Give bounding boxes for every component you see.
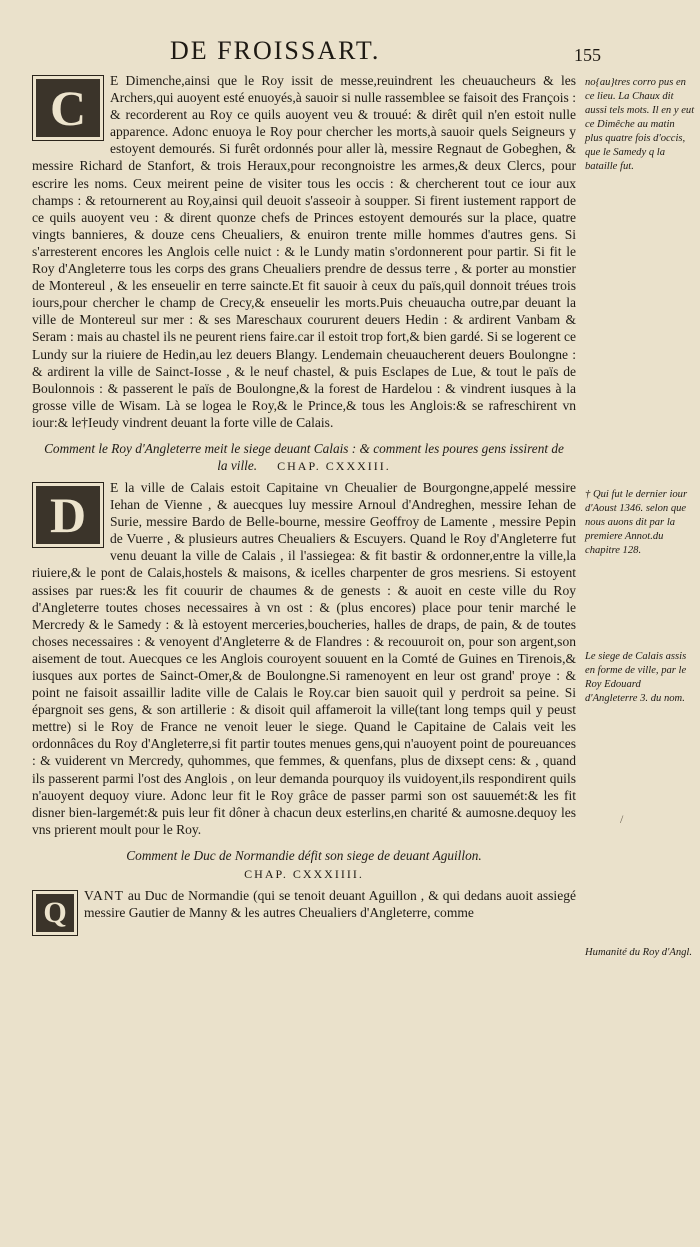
stray-mark: /	[620, 812, 624, 826]
marginal-note-3: Le siege de Calais assis en forme de ville, par le Roy Edouard d'Angleterre 3. du nom.	[585, 651, 687, 704]
page-number: 155	[574, 45, 601, 65]
marginal-note-2: † Qui fut le dernier iour d'Aoust 1346. selon que nous auons dit par la premiere Annot.du chapitre 128.	[585, 489, 688, 556]
marginal-note-4: Humanité du Roy d'Angl.	[585, 947, 693, 958]
marginal-note-1: no{au}tres corro pus en ce lieu. La Chaux dit aussi tels mots. Il en y eut ce Dimêche au matin plus quatre fois d'occis, que le Samedy q la bataille fut.	[585, 77, 695, 172]
chapter-134-title: Comment le Duc de Normandie défit son siege de deuant Aguillon.	[126, 847, 482, 863]
chapter-133-number: CHAP. CXXXIII.	[277, 458, 391, 473]
chapter-133-title	[40, 440, 568, 475]
running-head: DE FROISSART.	[170, 36, 381, 65]
paragraph-2	[32, 479, 576, 838]
dropcap-c-icon: C	[32, 75, 104, 141]
chapter-134-number: CHAP. CXXXIIII.	[244, 866, 364, 881]
dropcap-q-icon: Q	[32, 890, 78, 936]
paragraph-1	[32, 72, 576, 431]
main-text-column	[32, 72, 576, 936]
paragraph-1-text: E Dimenche,ainsi que le Roy issit de messe,reuindrent les cheuaucheurs & les Archers,qui auoyent esté enuoyés,à sauoir si nulle rassemblee se faisoit des François : & recorderent au Roy ce quils auoyent veu & trouué: & dirêt quil n'en estoit nulle apparence. Adonc enuoya le Roy pour chercher les morts,à sauoir quels Seigneurs y estoyent demourés. Si furêt ordonnés pour aller là, messire Regnaut de Gobeghen, & messire Richard de Stanfort, & trois Heraux,pour recongnoistre les armes,& deux Clercs, pour escrire les noms. Ceux meirent peine de visiter tous les occis : & chercherent tout ce iour aux champs : & retournerent au Roy,ainsi quil deuoit s'asseoir à soupper. Si firent iustement rapport de ce quils auoyent veu : & dirent quonze chefs de Princes estoyent demourés sur la place, quatre vingts bannieres, & douze cens Cheualiers, & enuiron trente mille hommes d'autres gens. Si s'arresterent encores les Anglois celle nuict : & le Lundy matin s'ordonnerent pour partir. Si fit le Roy d'Angleterre tous les corps des grans Cheualiers prendre de dessus terre , & porter au monstier de Montereul , & les enseuelir en terre saincte.Et fit sauoir à ceux du païs,quil donnoit tréues trois iours,pour chercher le champ de Crecy,& enseuelir les morts.Puis cheuaucha outre,par deuant la ville de Montereul sur mer : & ses Mareschaux coururent deuers Hedin : & ardirent Vanbam & Seram : mais au chastel ils ne peurent riens faire.car il estoit trop fort,& bien gardé. Si se logerent ce Lundy sur la riuiere de Hedin,au lez deuers Blangy. Lendemain cheuaucherent deuers Boulongne : & ardirent la ville de Sainct-Iosse , & le neuf chastel, & puis Esclapes de Lue, & tout le païs de Boulonnois : & passerent le païs de Boulongne,& la forest de Hardelou : & vindrent iusques à la grosse ville de Wisam. Là se logea le Roy,& le Prince,& tous les Anglois:& se rafreschirent vn iour:& le†Ieudy vindrent deuant la forte ville de Calais.	[32, 73, 576, 430]
paragraph-3-text: au Duc de Normandie (qui se tenoit deuant Aguillon , & qui dedans auoit assiegé messire Gautier de Manny & les autres Cheualiers d'Angleterre, comme	[84, 888, 576, 921]
paragraph-3	[32, 887, 576, 930]
paragraph-2-text: E la ville de Calais estoit Capitaine vn Cheualier de Bourgongne,appelé messire Iehan de Vienne , & auecques luy messire Arnoul d'Andreghen, messire Iehan de Surie, messire Bardo de Belle-bourne, messire Geoffroy de Lamente , messire Pepin de Vuerre , & plusieurs autres Cheualiers & Escuyers. Quand le Roy d'Angleterre fut venu deuant la ville de Calais , il l'assiegea: & fit bastir & ordonner,entre la ville,la riuiere,& le pont de Calais,hostels & maisons, & icelles charpenter de gros mesriens. Si estoyent assises par rues:& les fit couurir de chaumes & de genests : & auoit en ceste ville du Roy d'Angleterre toutes choses necessaires à vn ost : & (plus encores) place pour tenir marché le Mercredy & le Samedy : & là estoyent merceries,boucheries, halles de draps, de pain, & de toutes choses necessaires : & venoyent d'Angleterre & de Flandres : & recouuroit on, pour son argent,son aisement de tout. Auecques ce les Anglois couroyent souuent en la Comté de Guines en Tirenois,& iusques aux portes de Sainct-Omer,& de Boulongne.Si ramenoyent en leur ost grand' proye : & point ne faisoit assaillir ladite ville de Calais le Roy.car bien sauoit quil y perdroit sa peine. Si épargnoit ses gens, & son artillerie : & disoit quil affameroit la ville(tant long temps quil y peust mettre) si le Roy de France ne venoit leuer le siege. Quand le Capitaine de Calais veit les ordonnâces du Roy d'Angleterre,si fit partir toutes menues gens,qui n'auoyent point de poureuances : & vuiderent vn Mercredy, quhommes, que femmes, & quenfans, plus de dixsept cens: & , quand ils passerent parmi l'ost des Anglois , on leur demanda pourquoy ils vuidoyent,ils respondirent quils n'auoyent dequoy viure. Adonc leur fit le Roy grâce de passer parmi son ost sauuemét:& les fit disner bien-largemét:& puis leur fit dôner à chacun deux esterlins,en charité & aumosne.dequoy les vns prierent moult pour le Roy.	[32, 479, 576, 837]
chapter-133-title-text: Comment le Roy d'Angleterre meit le siege deuant Calais : & comment les poures gens issirent de la ville.	[44, 440, 564, 473]
paragraph-3-lead: VANT	[84, 888, 124, 904]
dropcap-d-icon: D	[32, 482, 104, 548]
